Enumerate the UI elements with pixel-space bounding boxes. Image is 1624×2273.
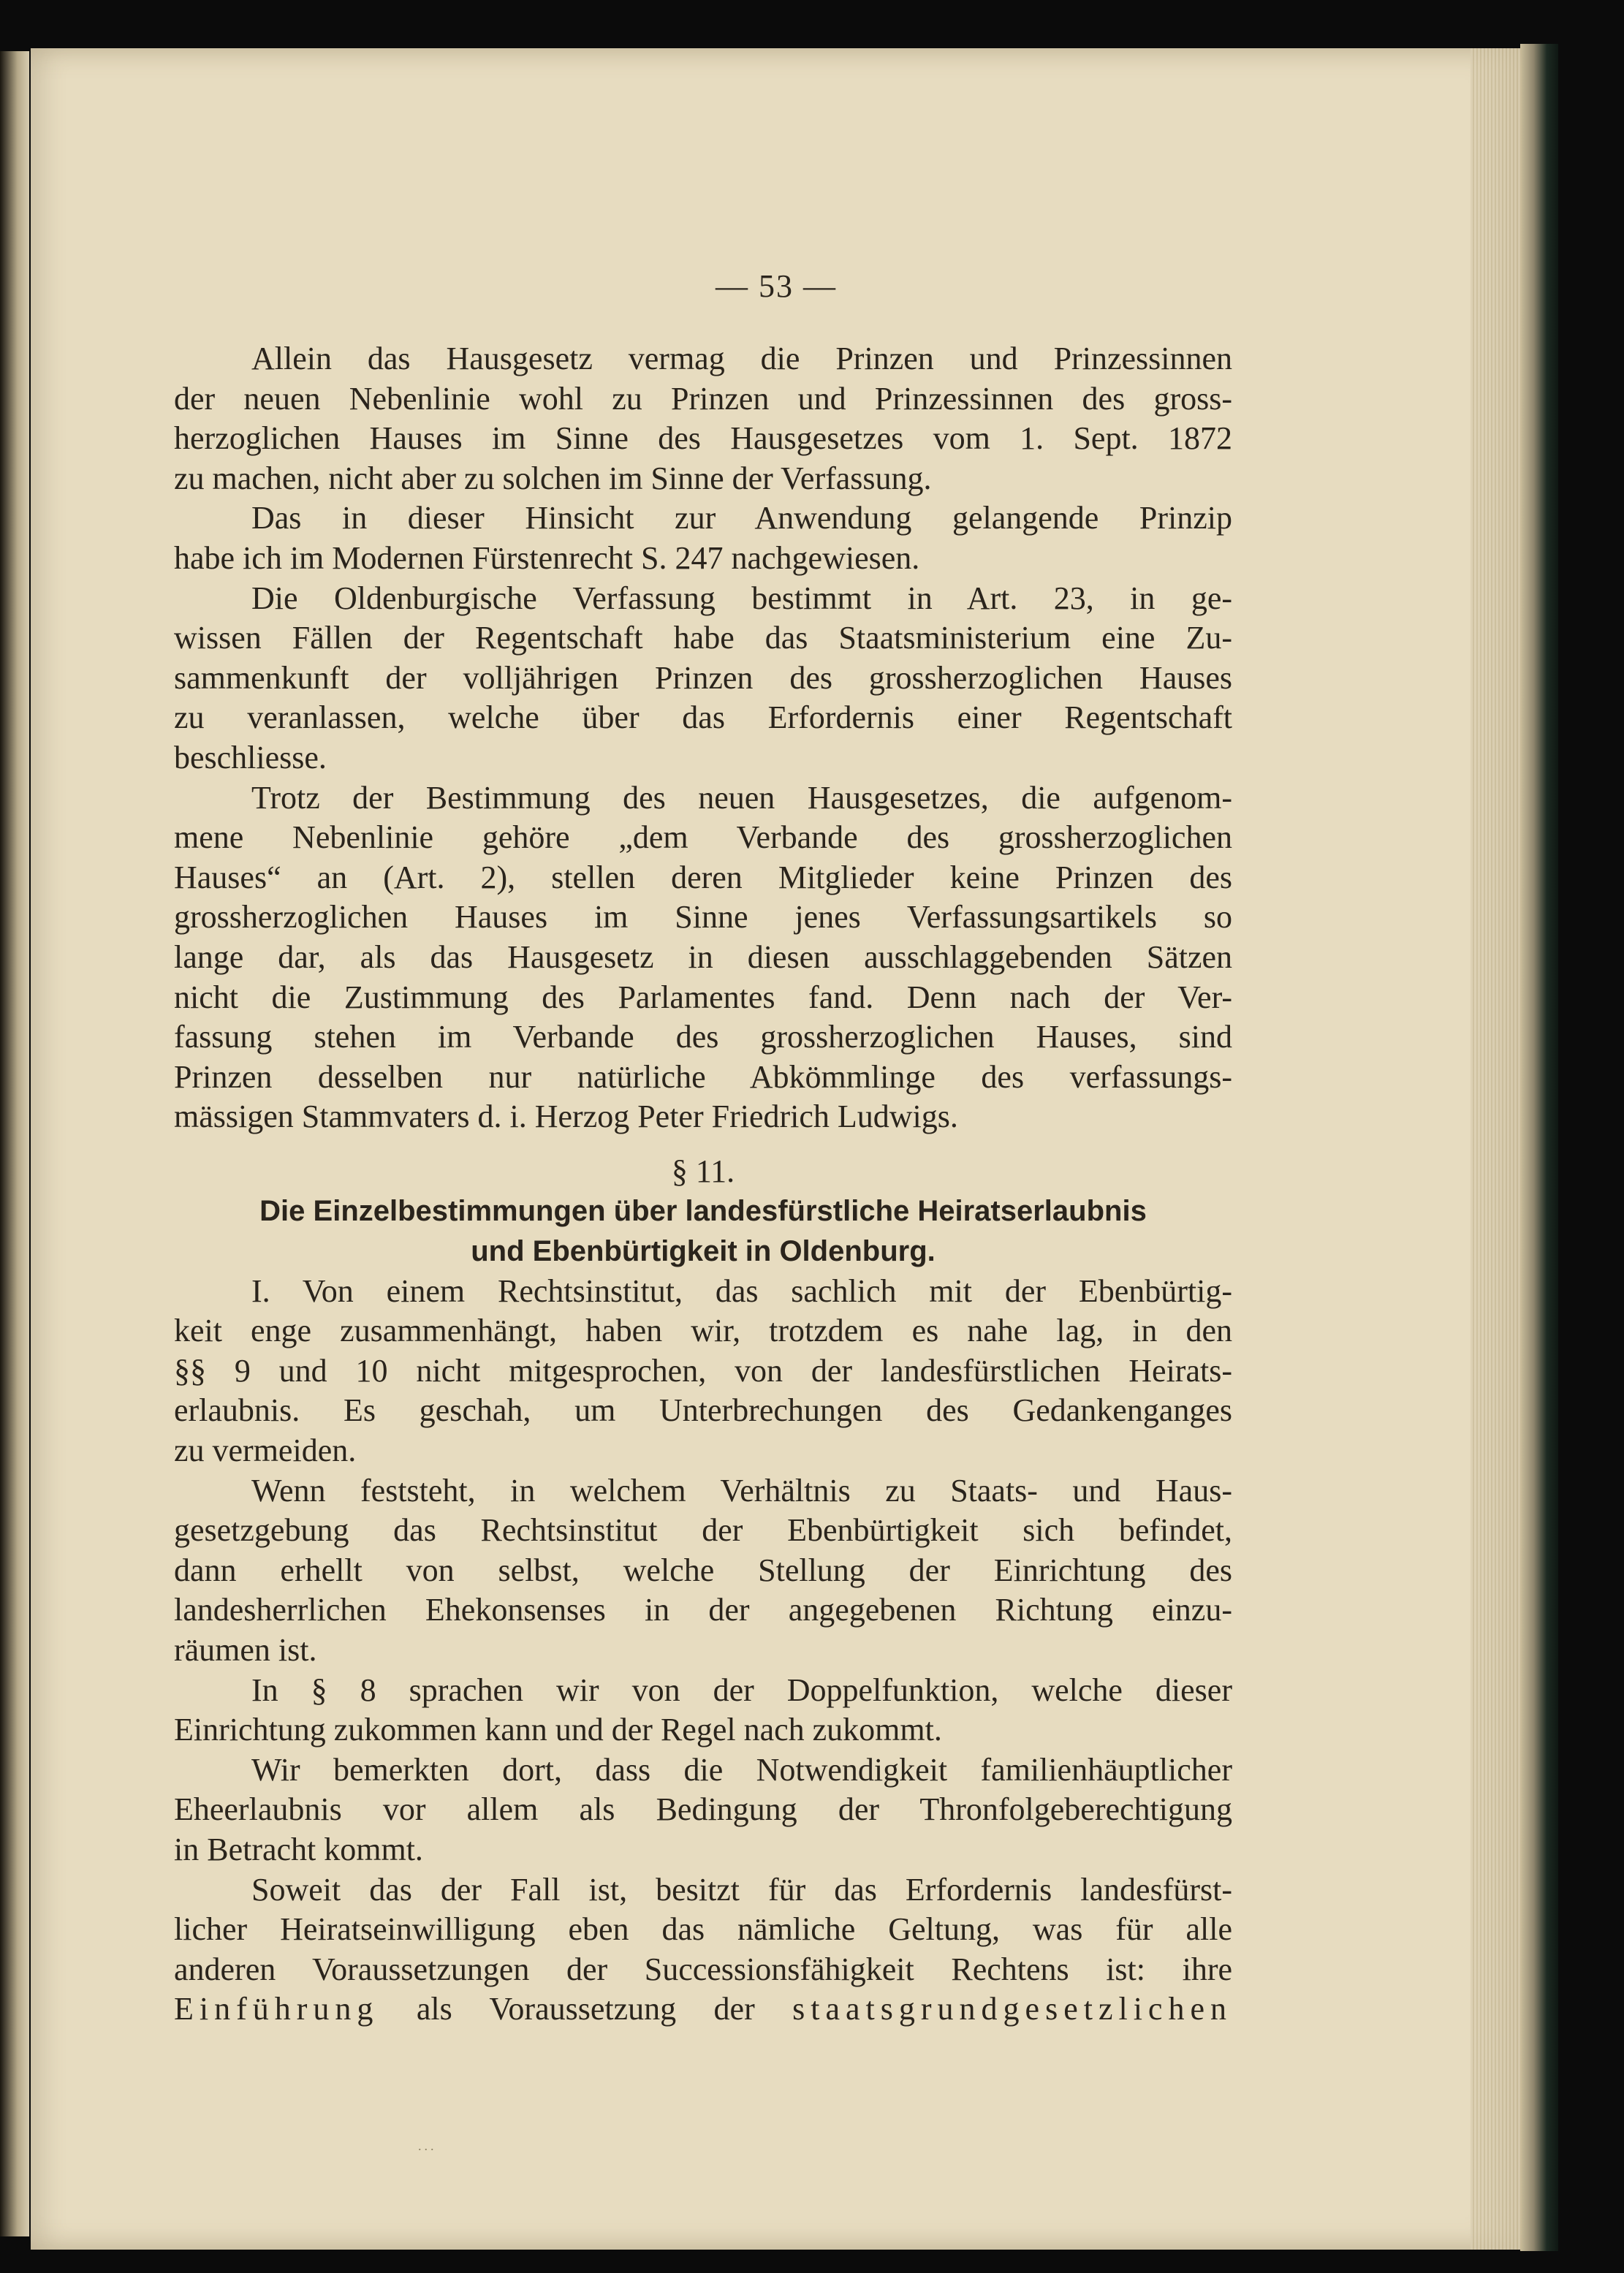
book-spine-edge: [1520, 44, 1558, 2251]
text-line: zu veranlassen, welche über das Erfordernis einer Regentschaft: [174, 699, 1232, 736]
book-page: [31, 48, 1522, 2250]
text-line: gesetzgebung das Rechtsinstitut der Ebenbürtigkeit sich befindet,: [174, 1512, 1232, 1549]
text-line: habe ich im Modernen Fürstenrecht S. 247 nachgewiesen.: [174, 539, 920, 576]
text-line: Allein das Hausgesetz vermag die Prinzen und Prinzessinnen: [251, 341, 1232, 376]
text-line: licher Heiratseinwilligung eben das nämliche Geltung, was für alle: [174, 1911, 1232, 1948]
text-line: mene Nebenlinie gehöre „dem Verbande des grossherzoglichen: [174, 819, 1232, 856]
text-line: zu machen, nicht aber zu solchen im Sinne der Verfassung.: [174, 460, 932, 496]
text-line: Prinzen desselben nur natürliche Abkömmlinge des verfassungs-: [174, 1058, 1232, 1095]
section-number: § 11.: [671, 1153, 735, 1189]
text-line: Soweit das der Fall ist, besitzt für das Erfordernis landesfürst-: [251, 1871, 1232, 1908]
text-line: Wenn feststeht, in welchem Verhältnis zu Staats- und Haus-: [251, 1472, 1232, 1509]
text-line: Die Oldenburgische Verfassung bestimmt in Art. 23, in ge-: [251, 580, 1232, 616]
text-line: keit enge zusammenhängt, haben wir, trotzdem es nahe lag, in den: [174, 1313, 1232, 1349]
text-line: mässigen Stammvaters d. i. Herzog Peter Friedrich Ludwigs.: [174, 1098, 958, 1135]
text-line: wissen Fällen der Regentschaft habe das Staatsministerium eine Zu-: [174, 620, 1232, 656]
text-line: räumen ist.: [174, 1632, 317, 1668]
text-line: in Betracht kommt.: [174, 1831, 423, 1867]
text-line: Einrichtung zukommen kann und der Regel nach zukommt.: [174, 1712, 942, 1748]
text-line: Das in dieser Hinsicht zur Anwendung gelangende Prinzip: [251, 500, 1232, 536]
section-gap: [174, 1137, 1232, 1152]
text-line: anderen Voraussetzungen der Successionsfähigkeit Rechtens ist: ihre: [174, 1951, 1232, 1987]
text-line-final: [174, 1989, 1232, 2030]
text-line: grossherzoglichen Hauses im Sinne jenes Verfassungsartikels so: [174, 899, 1232, 936]
section-heading: Die Einzelbestimmungen über landesfürstliche Heiratserlaubnis: [259, 1195, 1147, 1228]
text-line: Eheerlaubnis vor allem als Bedingung der Thronfolgeberechtigung: [174, 1791, 1232, 1828]
text-line: Wir bemerkten dort, dass die Notwendigkeit familienhäuptlicher: [251, 1751, 1232, 1788]
text-line: I. Von einem Rechtsinstitut, das sachlich mit der Ebenbürtig-: [251, 1272, 1232, 1309]
text-line: nicht die Zustimmung des Parlamentes fand. Denn nach der Ver-: [174, 979, 1232, 1015]
stray-marks: ...: [418, 2139, 437, 2153]
text-line: herzoglichen Hauses im Sinne des Hausgesetzes vom 1. Sept. 1872: [174, 420, 1232, 457]
text-line: der neuen Nebenlinie wohl zu Prinzen und Prinzessinnen des gross-: [174, 380, 1232, 417]
text-line: beschliesse.: [174, 739, 327, 775]
text-line: sammenkunft der volljährigen Prinzen des grossherzoglichen Hauses: [174, 659, 1232, 696]
text-line: landesherrlichen Ehekonsenses in der angegebenen Richtung einzu-: [174, 1592, 1232, 1628]
text-line: Trotz der Bestimmung des neuen Hausgesetzes, die aufgenom-: [251, 779, 1232, 816]
emphasized-word: Einführung: [174, 1991, 379, 2027]
text-line: In § 8 sprachen wir von der Doppelfunktion, welche dieser: [251, 1671, 1232, 1708]
text-line: Hauses“ an (Art. 2), stellen deren Mitglieder keine Prinzen des: [174, 859, 1232, 895]
page-stack-edge: [1471, 48, 1522, 2250]
section-heading: und Ebenbürtigkeit in Oldenburg.: [471, 1235, 936, 1268]
text-fragment: als Voraussetzung der: [379, 1991, 793, 2027]
page-number: — 53 —: [716, 268, 837, 304]
text-line: lange dar, als das Hausgesetz in diesen ausschlaggebenden Sätzen: [174, 938, 1232, 975]
previous-page-edge: [0, 51, 29, 2236]
text-line: §§ 9 und 10 nicht mitgesprochen, von der landesfürstlichen Heirats-: [174, 1352, 1232, 1389]
text-line: zu vermeiden.: [174, 1433, 357, 1469]
page-text: [174, 339, 1232, 2030]
text-line: fassung stehen im Verbande des grossherzoglichen Hauses, sind: [174, 1019, 1232, 1055]
text-line: erlaubnis. Es geschah, um Unterbrechungen des Gedankenganges: [174, 1392, 1232, 1429]
text-line: dann erhellt von selbst, welche Stellung der Einrichtung des: [174, 1552, 1232, 1588]
emphasized-word: staatsgrundgesetzlichen: [792, 1991, 1232, 2027]
